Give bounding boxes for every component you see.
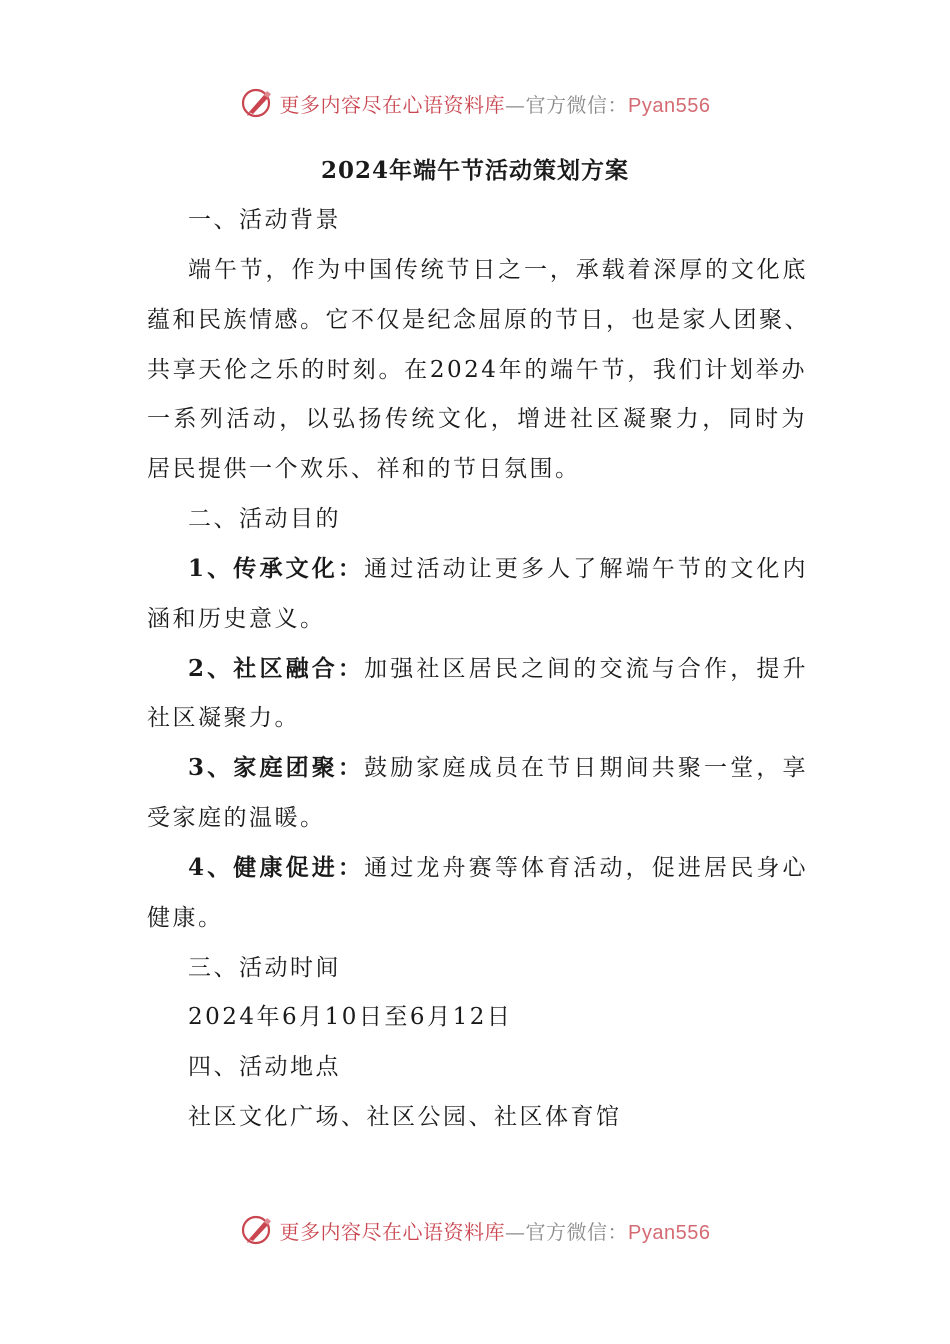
purpose-item-label: 3、家庭团聚： [188, 754, 365, 781]
document-title: 2024年端午节活动策划方案 [320, 157, 629, 184]
purpose-item-label: 1、传承文化： [188, 555, 365, 582]
paragraph-line: 蕴和民族情感。它不仅是纪念屈原的节日，也是家人团聚、 [147, 307, 810, 333]
purpose-item-continuation: 涵和历史意义。 [147, 606, 326, 632]
section-heading-location: 四、活动地点 [188, 1054, 341, 1080]
purpose-item-label: 4、健康促进： [188, 854, 365, 881]
watermark-text: 更多内容尽在心语资料库—官方微信：Pyan556 [279, 1219, 711, 1244]
purpose-item: 1、传承文化：通过活动让更多人了解端午节的文化内 [188, 555, 809, 582]
paragraph-line: 共享天伦之乐的时刻。在2024年的端午节，我们计划举办 [147, 357, 807, 383]
purpose-item: 2、社区融合：加强社区居民之间的交流与合作，提升 [188, 655, 809, 682]
section-heading-background: 一、活动背景 [188, 207, 341, 233]
footer-watermark-banner [0, 1208, 950, 1252]
purpose-item-continuation: 健康。 [147, 905, 224, 931]
purpose-item-continuation: 受家庭的温暖。 [147, 805, 326, 831]
pen-logo-icon [240, 85, 276, 121]
pen-logo-icon [240, 1212, 276, 1248]
purpose-item-label: 2、社区融合： [188, 655, 365, 682]
section-heading-time: 三、活动时间 [188, 955, 341, 981]
paragraph-line: 居民提供一个欢乐、祥和的节日氛围。 [147, 456, 581, 482]
paragraph-line: 端午节，作为中国传统节日之一，承载着深厚的文化底 [188, 257, 808, 283]
header-watermark-banner [0, 81, 950, 125]
section-heading-purpose: 二、活动目的 [188, 506, 341, 532]
watermark-text: 更多内容尽在心语资料库—官方微信：Pyan556 [279, 92, 711, 117]
purpose-item: 4、健康促进：通过龙舟赛等体育活动，促进居民身心 [188, 854, 809, 881]
purpose-item-continuation: 社区凝聚力。 [147, 705, 300, 731]
purpose-item: 3、家庭团聚：鼓励家庭成员在节日期间共聚一堂，享 [188, 754, 809, 781]
event-locations: 社区文化广场、社区公园、社区体育馆 [188, 1104, 622, 1130]
paragraph-line: 一系列活动，以弘扬传统文化，增进社区凝聚力，同时为 [147, 406, 807, 432]
event-date-range: 2024年6月10日至6月12日 [188, 1004, 513, 1030]
